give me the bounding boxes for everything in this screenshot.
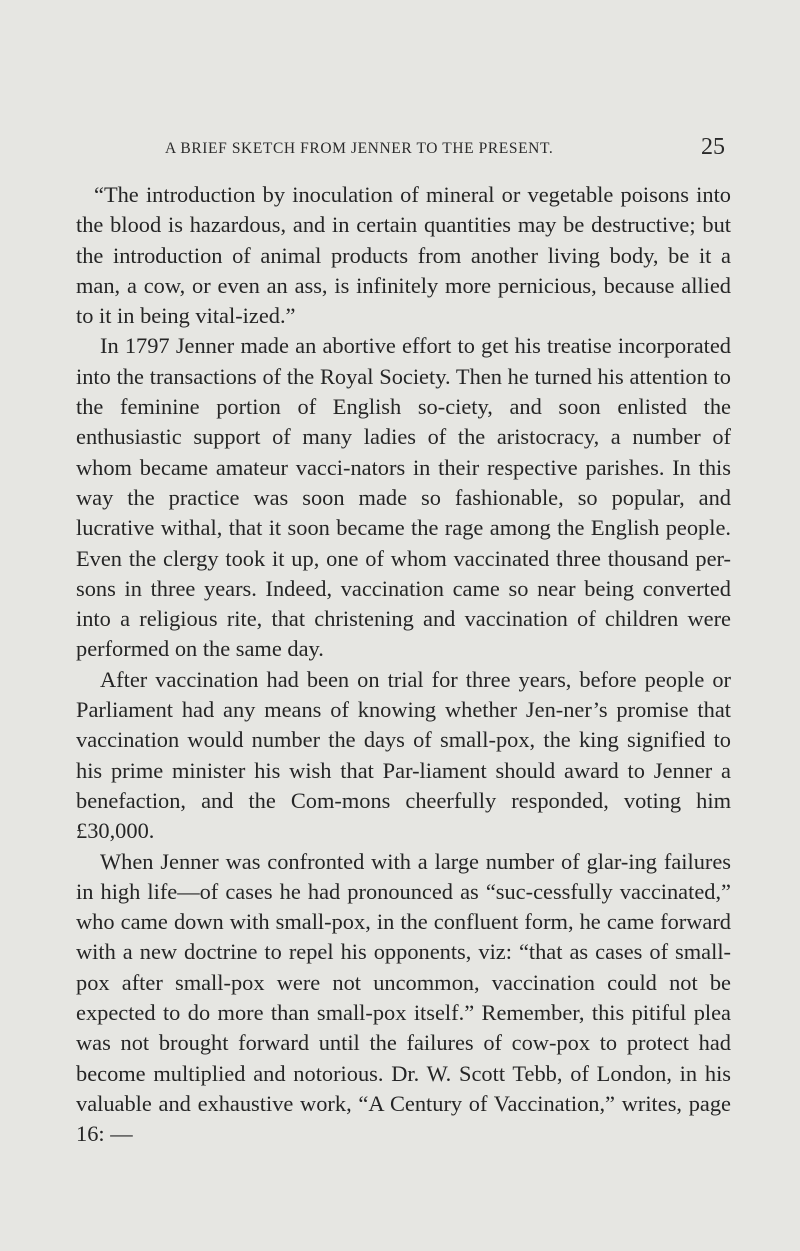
paragraph-1797: In 1797 Jenner made an abortive effort to get his treatise incorporated into the transactions of the Royal Society. Then he turned his attention to the feminine portion of English so-ciety, and soon enlisted the enthusiastic support of many ladies of the aristocracy, a number of whom became amateur vacci-nators in their respective parishes. In this way the practice was soon made so fashionable, so popular, and lucrative withal, that it soon became the rage among the English people. Even the clergy took it up, one of whom vaccinated three thousand per-sons in three years. Indeed, vaccination came so near being converted into a religious rite, that christening and vaccination of children were performed on the same day. — [76, 333, 731, 662]
paragraph-quote: “The introduction by inoculation of mineral or vegetable poisons into the blood is hazardous, and in certain quantities may be destructive; but the introduction of animal products from another living body, be it a man, a cow, or even an ass, is infinitely more pernicious, because allied to it in being vital-ized.” — [76, 182, 731, 329]
page-number: 25 — [701, 134, 725, 160]
running-header — [165, 134, 725, 161]
paragraph-parliament: After vaccination had been on trial for three years, before people or Parliament had any means of knowing whether Jen-ner’s promise that vaccination would number the days of small-pox, the king signified to his prime minister his wish that Par-liament should award to Jenner a benefaction, and the Com-mons cheerfully responded, voting him £30,000. — [76, 666, 731, 844]
paragraph-failures: When Jenner was confronted with a large number of glar-ing failures in high life—of cases he had pronounced as “suc-cessfully vaccinated,” who came down with small-pox, in the confluent form, he came forward with a new doctrine to repel his opponents, viz: “that as cases of small-pox after small-pox were not uncommon, vaccination could not be expected to do more than small-pox itself.” Remember, this pitiful plea was not brought forward until the failures of cow-pox to protect had become multiplied and notorious. Dr. W. Scott Tebb, of London, in his valuable and exhaustive work, “A Century of Vaccination,” writes, page 16: — — [76, 848, 731, 1147]
running-title: A BRIEF SKETCH FROM JENNER TO THE PRESENT. — [165, 140, 554, 157]
body-text — [76, 180, 731, 1150]
